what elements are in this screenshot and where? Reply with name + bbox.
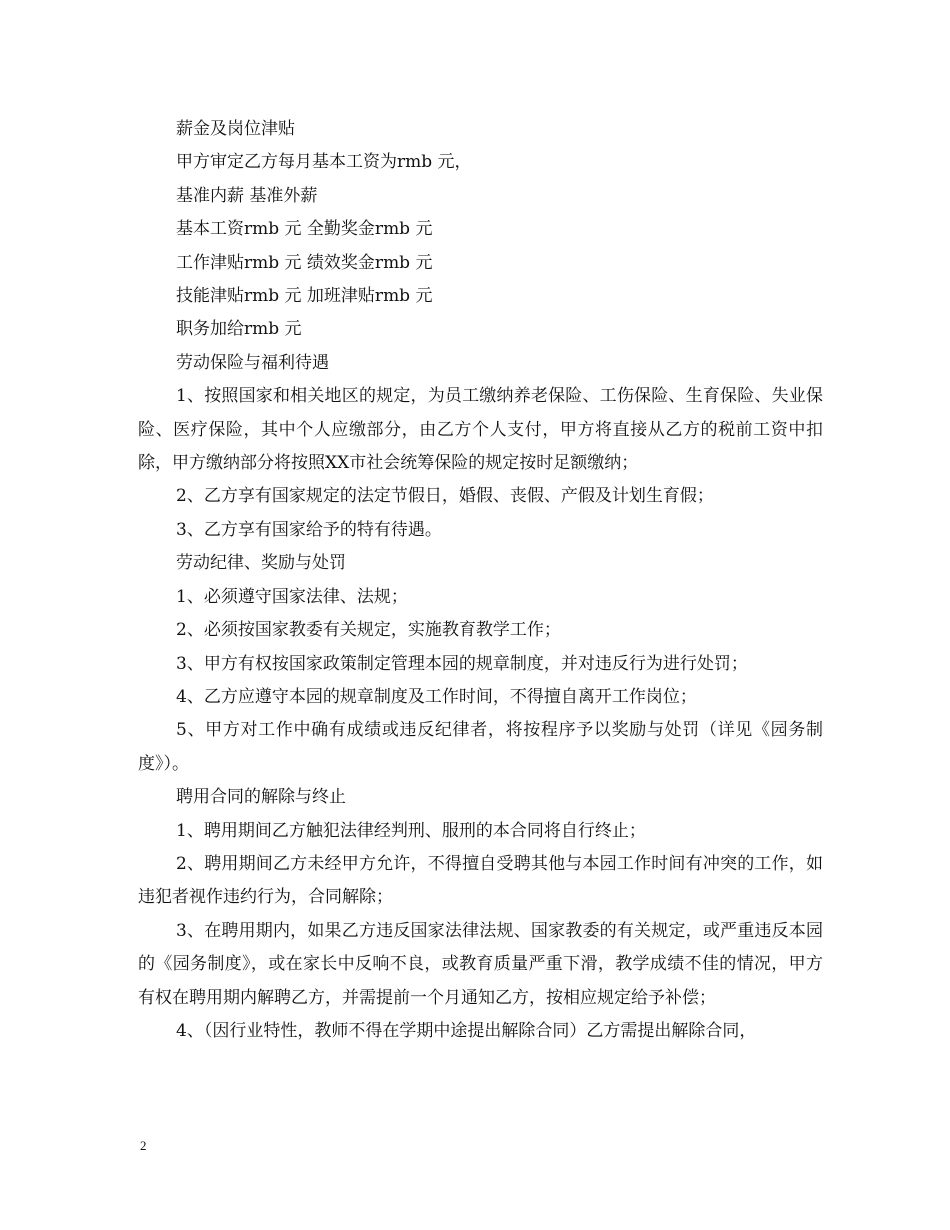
paragraph-salary-row-2: 工作津贴rmb 元 绩效奖金rmb 元 [176,252,433,273]
paragraph-salary-row-1: 基本工资rmb 元 全勤奖金rmb 元 [176,219,433,240]
document-body [138,113,823,1048]
paragraph-salary-columns: 基准内薪 基准外薪 [176,185,318,206]
paragraph-insurance-1: 1、按照国家和相关地区的规定，为员工缴纳养老保险、工伤保险、生育保险、失业保险、医疗保险，其中个人应缴部分，由乙方个人支付，甲方将直接从乙方的税前工资中扣除，甲方缴纳部分将按照XX市社会统筹保险的规定按时足额缴纳； [138,386,823,474]
paragraph-discipline-heading: 劳动纪律、奖励与处罚 [176,553,346,574]
paragraph-discipline-2: 2、必须按国家教委有关规定，实施教育教学工作； [176,620,561,641]
paragraph-salary-row-3: 技能津贴rmb 元 加班津贴rmb 元 [176,286,433,307]
paragraph-termination-heading: 聘用合同的解除与终止 [176,787,346,808]
paragraph-discipline-4: 4、乙方应遵守本园的规章制度及工作时间，不得擅自离开工作岗位； [176,686,697,707]
paragraph-insurance-3: 3、乙方享有国家给予的特有待遇。 [176,519,442,540]
paragraph-termination-1: 1、聘用期间乙方触犯法律经判刑、服刑的本合同将自行终止； [176,820,646,841]
paragraph-discipline-3: 3、甲方有权按国家政策制定管理本园的规章制度，并对违反行为进行处罚； [176,653,748,674]
paragraph-base-salary: 甲方审定乙方每月基本工资为rmb 元， [176,152,472,173]
paragraph-termination-2: 2、聘用期间乙方未经甲方允许，不得擅自受聘其他与本园工作时间有冲突的工作，如违犯者视作违约行为，合同解除； [138,853,823,908]
paragraph-termination-3: 3、在聘用期内，如果乙方违反国家法律法规、国家教委的有关规定，或严重违反本园的《园务制度》，或在家长中反响不良，或教育质量严重下滑，教学成绩不佳的情况，甲方有权在聘用期内解聘乙方，并需提前一个月通知乙方，按相应规定给予补偿； [138,920,823,1008]
paragraph-discipline-5: 5、甲方对工作中确有成绩或违反纪律者，将按程序予以奖励与处罚（详见《园务制度》）。 [138,720,823,774]
paragraph-insurance-heading: 劳动保险与福利待遇 [176,352,329,373]
paragraph-termination-4: 4、（因行业特性，教师不得在学期中途提出解除合同）乙方需提出解除合同， [176,1020,757,1041]
paragraph-discipline-1: 1、必须遵守国家法律、法规； [176,586,408,607]
page-number: 2 [140,1138,147,1153]
paragraph-salary-heading: 薪金及岗位津贴 [176,119,295,139]
paragraph-insurance-2: 2、乙方享有国家规定的法定节假日，婚假、丧假、产假及计划生育假； [176,486,714,507]
paragraph-salary-row-4: 职务加给rmb 元 [176,319,302,340]
